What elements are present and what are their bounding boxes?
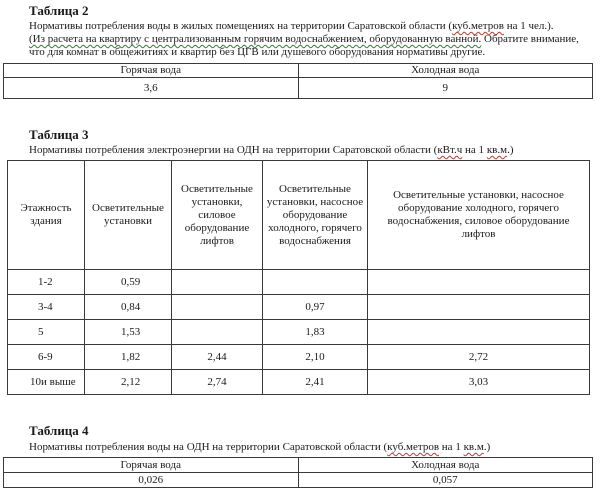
cell <box>172 295 263 320</box>
cell: 0,97 <box>263 295 368 320</box>
cell: 6-9 <box>8 345 85 370</box>
caption-text: на 1 чел.). <box>503 20 554 32</box>
caption-text: на 1 <box>439 441 464 453</box>
value-cold-water: 9 <box>298 78 593 99</box>
value-hot-water: 0,026 <box>4 473 299 488</box>
table-row <box>4 473 593 488</box>
table2 <box>3 63 593 99</box>
table2-caption-line2 <box>29 33 579 46</box>
cell: 2,41 <box>263 370 368 395</box>
cell: 5 <box>8 320 85 345</box>
table3-caption <box>29 144 513 157</box>
caption-text: .) <box>483 441 491 453</box>
caption-text: на 1 <box>462 144 487 156</box>
cell <box>263 270 368 295</box>
cell: 0,59 <box>85 270 172 295</box>
table2-caption-line1 <box>29 20 554 33</box>
caption-text: .) <box>507 144 514 156</box>
header-hot-water: Горячая вода <box>4 458 299 473</box>
cell <box>368 320 590 345</box>
cell: 3,03 <box>368 370 590 395</box>
table-header-row <box>4 64 593 78</box>
cell: 1,53 <box>85 320 172 345</box>
table-header-row <box>8 161 590 270</box>
table-row <box>4 78 593 99</box>
table-row <box>8 295 590 320</box>
cell: 1,83 <box>263 320 368 345</box>
header-hot-water: Горячая вода <box>4 64 299 78</box>
cell: 2,74 <box>172 370 263 395</box>
caption-text: Нормативы потребления воды в жилых помещениях на территории Саратовской области ( <box>29 20 453 32</box>
table4 <box>3 457 593 488</box>
table3 <box>7 160 590 395</box>
table4-title: Таблица 4 <box>29 423 89 438</box>
cell <box>368 270 590 295</box>
table-row <box>8 270 590 295</box>
caption-unit: куб.метров <box>387 441 440 453</box>
header-lighting: Осветительные установки <box>85 161 172 270</box>
cell <box>368 295 590 320</box>
caption-text: Обратите внимание, <box>481 33 579 45</box>
caption-text: (Из расчета на квартиру с централизованным горячим водоснабжением, оборудованную ванной. <box>29 33 482 45</box>
header-lighting-lifts: Осветительные установки, силовое оборудование лифтов <box>172 161 263 270</box>
cell: 10и выше <box>8 370 85 395</box>
header-lighting-pumps-lifts: Осветительные установки, насосное оборудование холодного, горячего водоснабжения, силовое оборудование лифтов <box>368 161 590 270</box>
cell: 2,72 <box>368 345 590 370</box>
cell: 2,12 <box>85 370 172 395</box>
cell: 1,82 <box>85 345 172 370</box>
table-row <box>8 345 590 370</box>
value-hot-water: 3,6 <box>4 78 299 99</box>
caption-text: Нормативы потребления воды на ОДН на территории Саратовской области ( <box>29 441 388 453</box>
table4-caption <box>29 441 490 454</box>
cell: 0,84 <box>85 295 172 320</box>
caption-text: Нормативы потребления электроэнергии на ОДН на территории Саратовской области ( <box>29 144 438 156</box>
caption-unit: кв.м <box>486 144 508 156</box>
table2-title: Таблица 2 <box>29 3 89 18</box>
cell: 2,44 <box>172 345 263 370</box>
header-cold-water: Холодная вода <box>298 64 593 78</box>
cell <box>172 270 263 295</box>
cell <box>172 320 263 345</box>
header-lighting-pumps: Осветительные установки, насосное оборудование холодного, горячего водоснабжения <box>263 161 368 270</box>
caption-unit: кв.м <box>463 441 484 453</box>
table3-title: Таблица 3 <box>29 127 89 142</box>
header-cold-water: Холодная вода <box>298 458 593 473</box>
value-cold-water: 0,057 <box>298 473 593 488</box>
header-floors: Этажность здания <box>8 161 85 270</box>
cell: 3-4 <box>8 295 85 320</box>
cell: 1-2 <box>8 270 85 295</box>
cell: 2,10 <box>263 345 368 370</box>
table2-caption-line3: что для комнат в общежитиях и квартир без ЦГВ или душевого оборудования нормативы другие. <box>29 46 486 58</box>
table-row <box>8 370 590 395</box>
caption-unit: куб.метров <box>452 20 504 32</box>
table-header-row <box>4 458 593 473</box>
table-row <box>8 320 590 345</box>
caption-unit: кВт.ч <box>437 144 463 156</box>
